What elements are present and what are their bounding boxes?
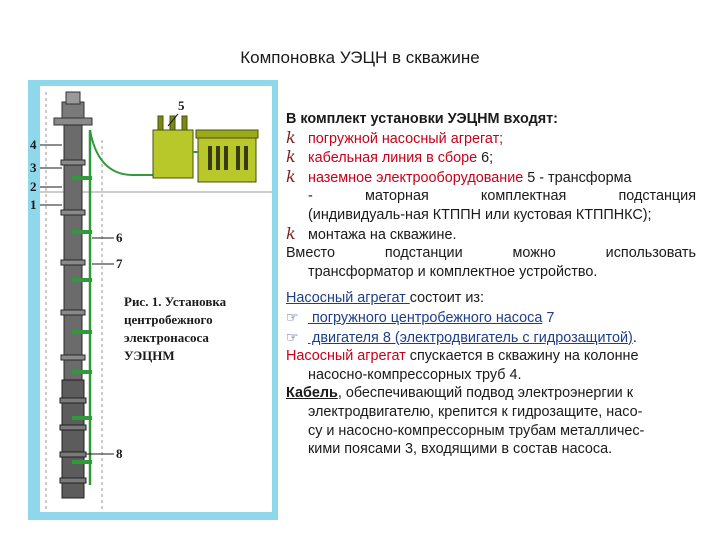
list-item-2: k кабельная линия в сборе 6; bbox=[286, 147, 494, 167]
bullet-icon: k bbox=[286, 166, 296, 186]
wellhead bbox=[62, 102, 84, 120]
list-item-3-cont-1: - маторная комплектная подстанция bbox=[308, 188, 696, 205]
label-8: 8 bbox=[116, 446, 123, 461]
bullet-icon: k bbox=[286, 147, 296, 167]
label-5: 5 bbox=[178, 98, 185, 113]
figure-caption-line-3: электронасоса bbox=[124, 330, 209, 345]
pump-unit-header: Насосный агрегат состоит из: bbox=[286, 290, 485, 307]
bullet-icon: k bbox=[286, 223, 296, 243]
transformer bbox=[153, 130, 193, 178]
pump-sub-item-2: ☞ двигателя 8 (электродвигатель с гидрозащитой). bbox=[286, 328, 637, 346]
label-6: 6 bbox=[116, 230, 123, 245]
pump-unit-link[interactable]: Насосный агрегат bbox=[286, 290, 410, 307]
cable-line-1: Кабель, обеспечивающий подвод электроэнергии к bbox=[286, 385, 634, 402]
list-item-3-cont-2: (индивидуаль-ная КТППН или кустовая КТППНКС); bbox=[308, 206, 652, 223]
list-item-3: k наземное электрооборудование 5 - трансформа bbox=[286, 166, 632, 186]
label-4: 4 bbox=[30, 137, 37, 152]
esp-diagram-figure bbox=[28, 80, 278, 520]
cable-line-2: электродвигателю, крепится к гидрозащите, насо- bbox=[308, 403, 643, 420]
bullet-icon: k bbox=[286, 127, 296, 147]
label-1: 1 bbox=[30, 197, 37, 212]
list-item-1: k погружной насосный агрегат; bbox=[286, 127, 504, 147]
alternative-line-2: трансформатор и комплектное устройство. bbox=[308, 263, 598, 280]
page-title: Компоновка УЭЦН в скважине bbox=[240, 48, 480, 67]
pointing-hand-icon: ☞ bbox=[286, 328, 299, 345]
description-text bbox=[286, 110, 696, 459]
motor-link[interactable]: двигателя 8 (электродвигатель с гидрозащитой) bbox=[308, 329, 633, 346]
figure-caption-line-4: УЭЦНМ bbox=[124, 348, 175, 363]
pump-sub-item-1: ☞ погружного центробежного насоса 7 bbox=[286, 308, 555, 326]
intro-line: В комплект установки УЭЦНМ входят: bbox=[286, 111, 558, 127]
pump-link[interactable]: погружного центробежного насоса bbox=[308, 309, 543, 326]
label-2: 2 bbox=[30, 179, 37, 194]
pump-lowered-line-cont: насосно-компрессорных труб 4. bbox=[308, 366, 522, 383]
figure-caption-line-1: Рис. 1. Установка bbox=[124, 294, 227, 309]
alternative-line-1: Вместо подстанции можно использовать bbox=[286, 245, 696, 262]
label-7: 7 bbox=[116, 256, 123, 271]
list-item-4: k монтажа на скважине. bbox=[286, 223, 457, 243]
figure-caption-line-2: центробежного bbox=[124, 312, 213, 327]
pointing-hand-icon: ☞ bbox=[286, 308, 299, 325]
label-3: 3 bbox=[30, 160, 37, 175]
wellhead-flange bbox=[54, 118, 92, 125]
cable-line-3: су и насосно-компрессорным трубам металличес- bbox=[308, 422, 645, 439]
pump-lowered-line: Насосный агрегат спускается в скважину на колонне bbox=[286, 348, 639, 365]
cable-line-4: кими поясами 3, входящими в состав насоса. bbox=[308, 441, 613, 458]
